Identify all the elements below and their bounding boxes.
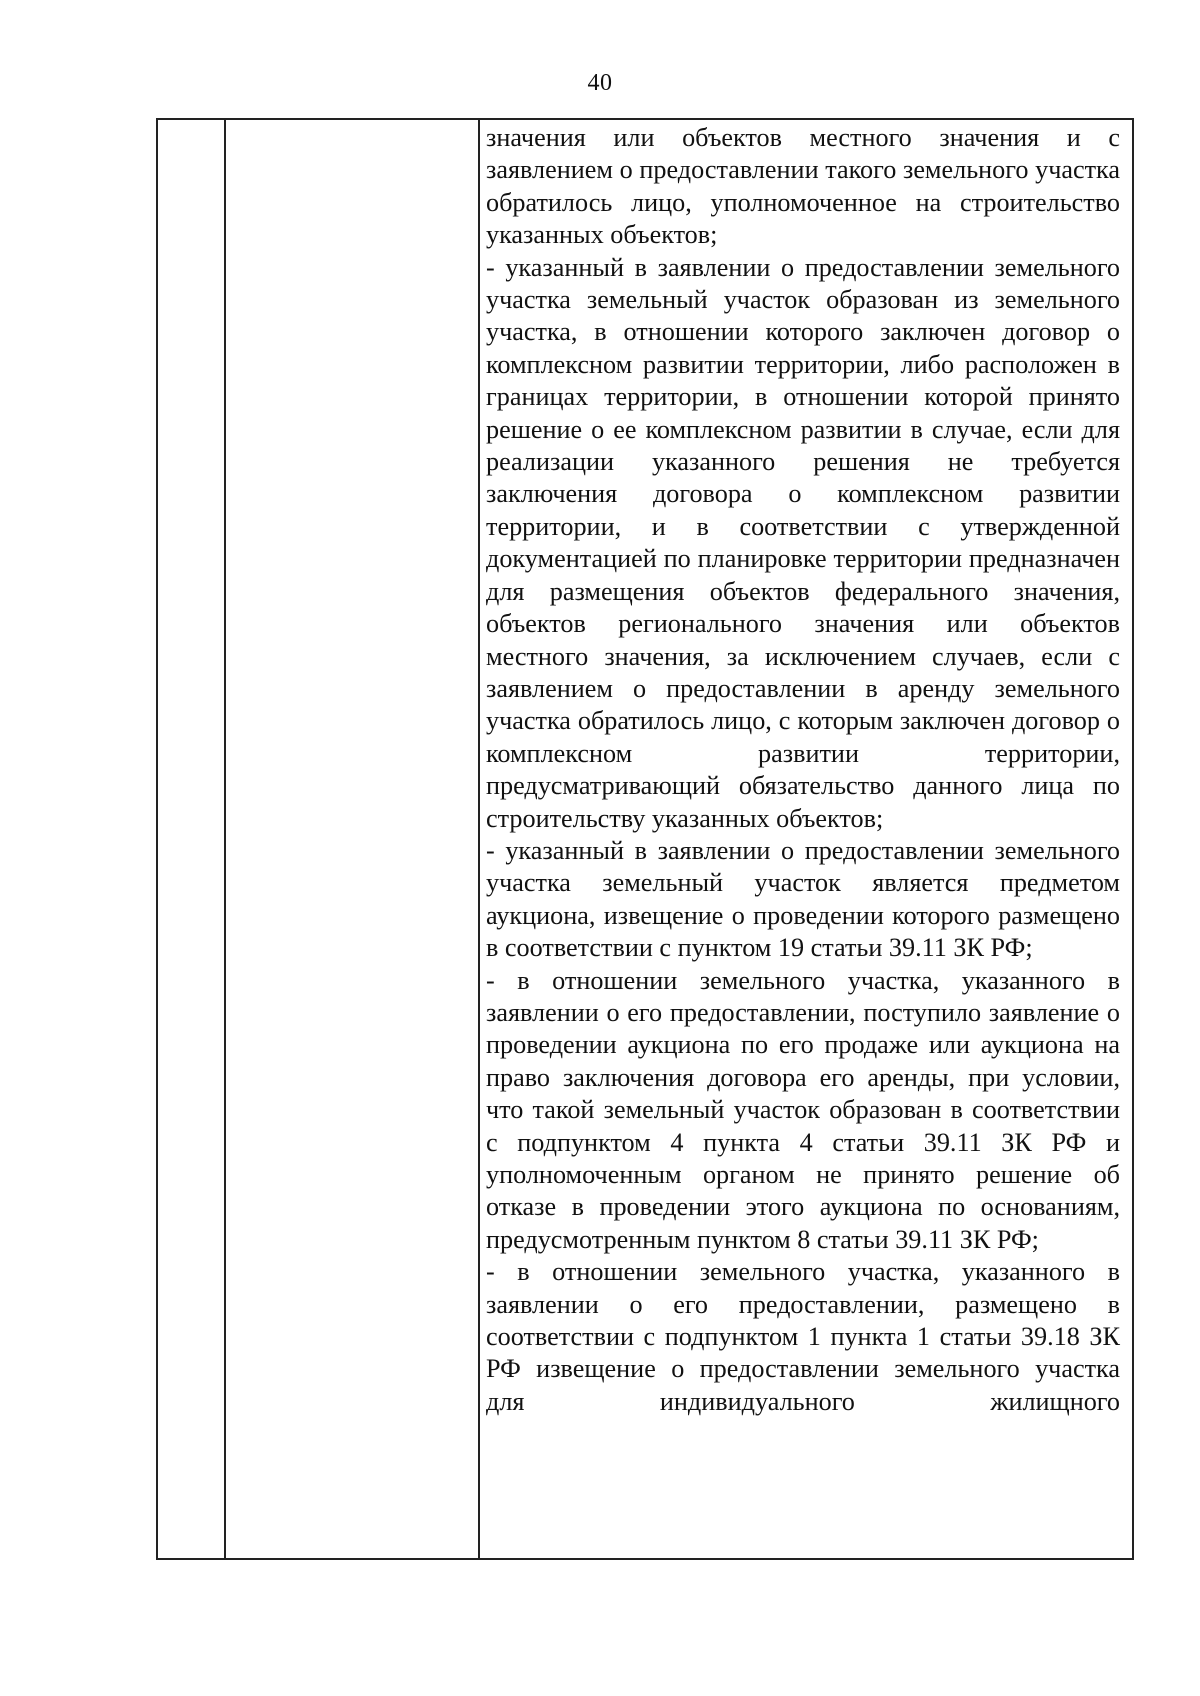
paragraph: - указанный в заявлении о предоставлении земельного участка земельный участок образован из земельного участка, в отношении которого заключен договор о комплексном развитии территории, либо расположен в границах территории, в отношении которой принято решение о ее комплексном развитии в случае, если для реализации указанного решения не требуется заключения договора о комплексном развитии территории, и в соответствии с утвержденной документацией по планировке территории предназначен для размещения объектов федерального значения, объектов регионального значения или объектов местного значения, за исключением случаев, если с заявлением о предоставлении в аренду земельного участка обратилось лицо, с которым заключен договор о комплексном развитии территории, предусматривающий обязательство данного лица по строительству указанных объектов; — [486, 252, 1120, 833]
page-number: 40 — [587, 70, 613, 96]
document-table — [156, 118, 1134, 1560]
table-cell-number — [158, 120, 224, 1558]
table-cell-content — [486, 122, 1120, 1418]
paragraph: значения или объектов местного значения и с заявлением о предоставлении такого земельного участка обратилось лицо, уполномоченное на строительство указанных объектов; — [486, 123, 1120, 250]
paragraph: - в отношении земельного участка, указанного в заявлении о его предоставлении, размещено в соответствии с подпунктом 1 пункта 1 статьи 39.18 ЗК РФ извещение о предоставлении земельного участка для индивидуального жилищного — [486, 1257, 1120, 1416]
paragraph: - в отношении земельного участка, указанного в заявлении о его предоставлении, поступило заявление о проведении аукциона по его продаже или аукциона на право заключения договора его аренды, при условии, что такой земельный участок образован в соответствии с подпунктом 4 пункта 4 статьи 39.11 ЗК РФ и уполномоченным органом не принято решение об отказе в проведении этого аукциона по основаниям, предусмотренным пунктом 8 статьи 39.11 ЗК РФ; — [486, 965, 1120, 1254]
table-cell-name — [226, 120, 478, 1558]
paragraph: - указанный в заявлении о предоставлении земельного участка земельный участок является предметом аукциона, извещение о проведении которого размещено в соответствии с пунктом 19 статьи 39.11 ЗК РФ; — [486, 835, 1120, 963]
column-divider — [478, 120, 480, 1558]
